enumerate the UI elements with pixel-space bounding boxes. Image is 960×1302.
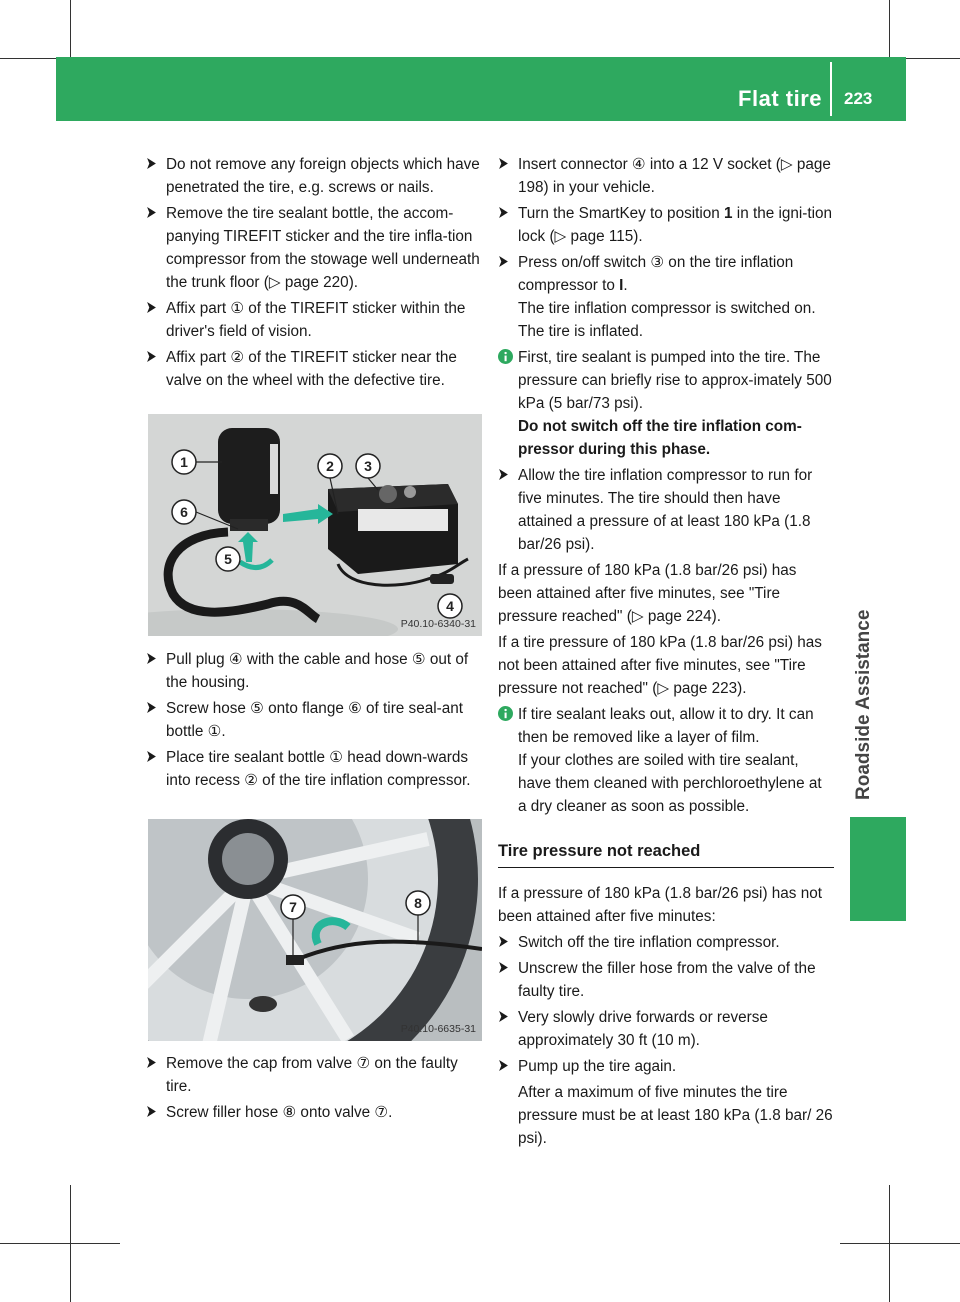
wheel-illustration: [148, 819, 482, 1041]
step-item: [498, 1006, 834, 1052]
step-arrow-icon: [498, 962, 509, 973]
right-column: [498, 153, 834, 1150]
step-text: Switch off the tire inflation compressor.: [518, 934, 780, 951]
step-arrow-icon: [146, 653, 157, 664]
step-text: Affix part ① of the TIREFIT sticker within the driver's field of vision.: [166, 300, 466, 340]
info-note: [498, 346, 834, 461]
callout-1: 1: [180, 454, 188, 470]
note-text: If your clothes are soiled with tire sealant, have them cleaned with perchloroethylene at a dry cleaner as soon as possible.: [518, 752, 822, 815]
step-text: in the igni-tion lock (▷ page 115).: [518, 205, 833, 245]
step-arrow-icon: [146, 351, 157, 362]
final-result: After a maximum of five minutes the tire pressure must be at least 180 kPa (1.8 bar/ 26 psi).: [518, 1084, 833, 1147]
left-column-bottom: [146, 1052, 482, 1127]
step-item: [146, 346, 482, 392]
callout-6: 6: [180, 504, 188, 520]
step-text: Unscrew the filler hose from the valve of the faulty tire.: [518, 960, 816, 1000]
step-item: [146, 297, 482, 343]
page-number: 223: [844, 89, 873, 108]
step-arrow-icon: [498, 256, 509, 267]
callout-3: 3: [364, 458, 372, 474]
step-item: [498, 202, 834, 248]
crop-mark: [0, 1243, 120, 1244]
step-text: Screw hose ⑤ onto flange ⑥ of tire seal-ant bottle ①.: [166, 700, 463, 740]
step-result: The tire inflation compressor is switched on. The tire is inflated.: [518, 300, 816, 340]
step-item: [146, 1101, 482, 1124]
step-text: Remove the cap from valve ⑦ on the faulty tire.: [166, 1055, 458, 1095]
section-heading: Tire pressure not reached: [498, 840, 834, 868]
callout-8: 8: [414, 895, 422, 911]
step-arrow-icon: [146, 207, 157, 218]
step-arrow-icon: [146, 702, 157, 713]
step-arrow-icon: [146, 302, 157, 313]
step-arrow-icon: [498, 469, 509, 480]
step-arrow-icon: [498, 1060, 509, 1071]
step-text: Pull plug ④ with the cable and hose ⑤ out of the housing.: [166, 651, 469, 691]
step-text: Turn the SmartKey to position: [518, 205, 725, 222]
step-arrow-icon: [146, 751, 157, 762]
page-title: Flat tire: [738, 86, 822, 111]
step-item: [498, 251, 834, 343]
note-text: If tire sealant leaks out, allow it to dry. It can then be removed like a layer of film.: [518, 706, 814, 746]
step-text: Do not remove any foreign objects which have penetrated the tire, e.g. screws or nails.: [166, 156, 480, 196]
paragraph: If a pressure of 180 kPa (1.8 bar/26 psi) has not been attained after five minutes:: [498, 885, 822, 925]
section-tab-label: Roadside Assistance: [853, 609, 874, 800]
key-position: 1: [724, 205, 733, 222]
step-text: .: [623, 277, 628, 294]
note-warning: Do not switch off the tire inflation com-pressor during this phase.: [518, 418, 802, 458]
paragraph: If a pressure of 180 kPa (1.8 bar/26 psi) has been attained after five minutes, see "Tire pressure reached" (▷ page 224).: [498, 562, 797, 625]
step-arrow-icon: [146, 1106, 157, 1117]
step-text: Place tire sealant bottle ① head down-wards into recess ② of the tire inflation compressor.: [166, 749, 471, 789]
callout-2: 2: [326, 458, 334, 474]
step-item: [146, 746, 482, 792]
figure-code: P40.10-6635-31: [400, 1023, 476, 1035]
step-item: [498, 153, 834, 199]
callout-4: 4: [446, 598, 454, 614]
step-text: Insert connector ④ into a 12 V socket (▷ page 198) in your vehicle.: [518, 156, 831, 196]
step-text: Allow the tire inflation compressor to run for five minutes. The tire should then have attained a pressure of at least 180 kPa (1.8 bar/26 psi).: [518, 467, 813, 553]
step-arrow-icon: [498, 158, 509, 169]
paragraph: If a tire pressure of 180 kPa (1.8 bar/26 psi) has not been attained after five minutes, see "Tire pressure not reached" (▷ page 223).: [498, 634, 822, 697]
step-arrow-icon: [498, 207, 509, 218]
crop-mark: [840, 1243, 960, 1244]
left-column-mid: [146, 648, 482, 795]
left-column: [146, 153, 482, 395]
info-icon: [498, 349, 513, 364]
compressor-illustration: [148, 414, 482, 636]
step-arrow-icon: [146, 1057, 157, 1068]
step-text: Screw filler hose ⑧ onto valve ⑦.: [166, 1104, 393, 1121]
step-text: Remove the tire sealant bottle, the accom-panying TIREFIT sticker and the tire infla-tion compressor from the stowage well underneath the trunk floor (▷ page 220).: [166, 205, 480, 291]
header-separator: [830, 62, 832, 116]
step-arrow-icon: [498, 936, 509, 947]
note-text: First, tire sealant is pumped into the tire. The pressure can briefly rise to approx-imately 500 kPa (5 bar/73 psi).: [518, 349, 832, 412]
step-item: [498, 1055, 834, 1078]
step-item: [146, 153, 482, 199]
step-item: [498, 931, 834, 954]
crop-mark: [889, 1185, 890, 1302]
step-item: [146, 202, 482, 294]
step-text: Press on/off switch ③ on the tire inflation compressor to: [518, 254, 794, 294]
step-item: [498, 464, 834, 556]
info-note: [498, 703, 834, 818]
figure-code: P40.10-6340-31: [400, 618, 476, 630]
step-item: [146, 697, 482, 743]
switch-position: I: [619, 277, 624, 294]
step-item: [498, 957, 834, 1003]
step-text: Very slowly drive forwards or reverse approximately 30 ft (10 m).: [518, 1009, 768, 1049]
figure-wheel: [148, 819, 482, 1041]
step-arrow-icon: [498, 1011, 509, 1022]
step-text: Affix part ② of the TIREFIT sticker near the valve on the wheel with the defective tire.: [166, 349, 457, 389]
callout-5: 5: [224, 551, 232, 567]
figure-compressor: [148, 414, 482, 636]
crop-mark: [70, 1185, 71, 1302]
callout-7: 7: [289, 899, 297, 915]
step-item: [146, 1052, 482, 1098]
step-text: Pump up the tire again.: [518, 1058, 677, 1075]
info-icon: [498, 706, 513, 721]
step-item: [146, 648, 482, 694]
step-arrow-icon: [146, 158, 157, 169]
section-tab-marker: [850, 817, 906, 921]
